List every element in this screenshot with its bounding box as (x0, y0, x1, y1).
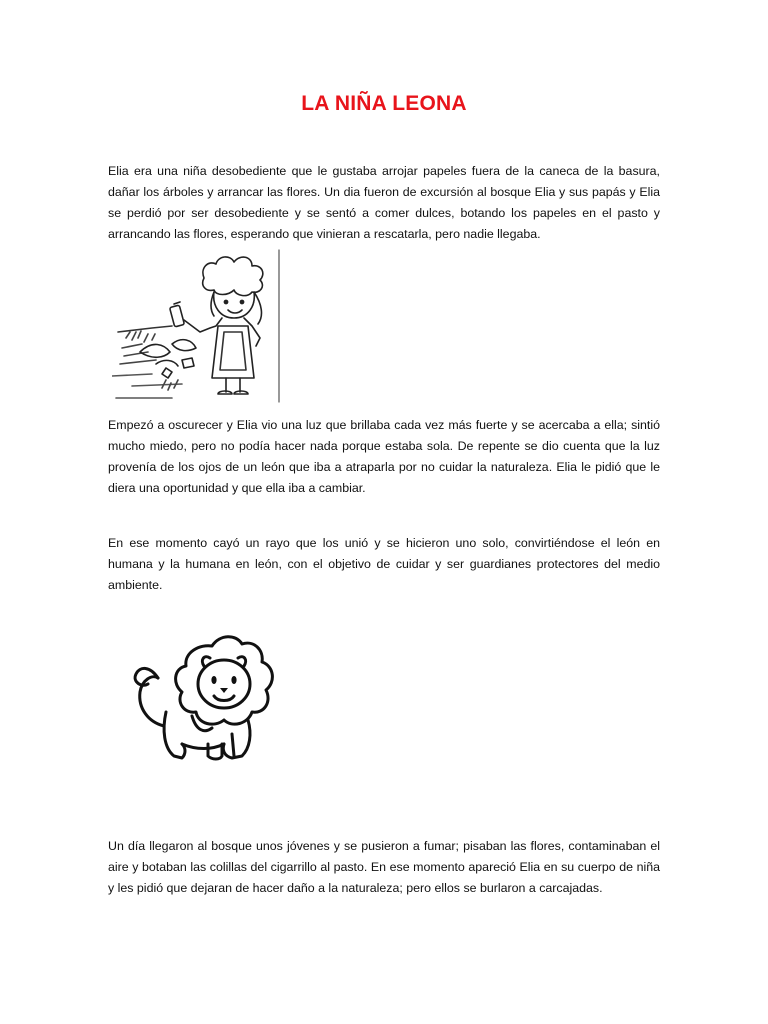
lion-cartoon-icon (112, 604, 282, 774)
story-paragraph-4: Un día llegaron al bosque unos jóvenes y se pusieron a fumar; pisaban las flores, contaminaban el aire y botaban las colillas del cigarrillo al pasto. En ese momento apareció Elia en su cuerpo de niña y les pidió que dejaran de hacer daño a la naturaleza; pero ellos se burlaron a carcajadas. (108, 839, 660, 895)
story-paragraph-2: Empezó a oscurecer y Elia vio una luz que brillaba cada vez más fuerte y se acercaba a ella; sintió mucho miedo, pero no podía hacer nada porque estaba sola. De repente se dio cuenta que la luz provenía de los ojos de un león que iba a atraparla por no cuidar la naturaleza. Elia le pidió que le diera una oportunidad y que ella iba a cambiar. (108, 418, 660, 495)
story-paragraph-3: En ese momento cayó un rayo que los unió y se hicieron uno solo, convirtiéndose el león en humana y la humana en león, con el objetivo de cuidar y ser guardianes protectores del medio ambiente. (108, 536, 660, 592)
page-title: LA NIÑA LEONA (301, 92, 467, 115)
story-paragraph-1: Elia era una niña desobediente que le gustaba arrojar papeles fuera de la caneca de la basura, dañar los árboles y arrancar las flores. Un dia fueron de excursión al bosque Elia y sus papás y Elia se perdió por ser desobediente y se sentó a comer dulces, botando los papeles en el pasto y arrancando las flores, esperando que vinieran a rescatarla, pero nadie llegaba. (108, 164, 660, 241)
girl-littering-illustration-icon (112, 248, 288, 408)
